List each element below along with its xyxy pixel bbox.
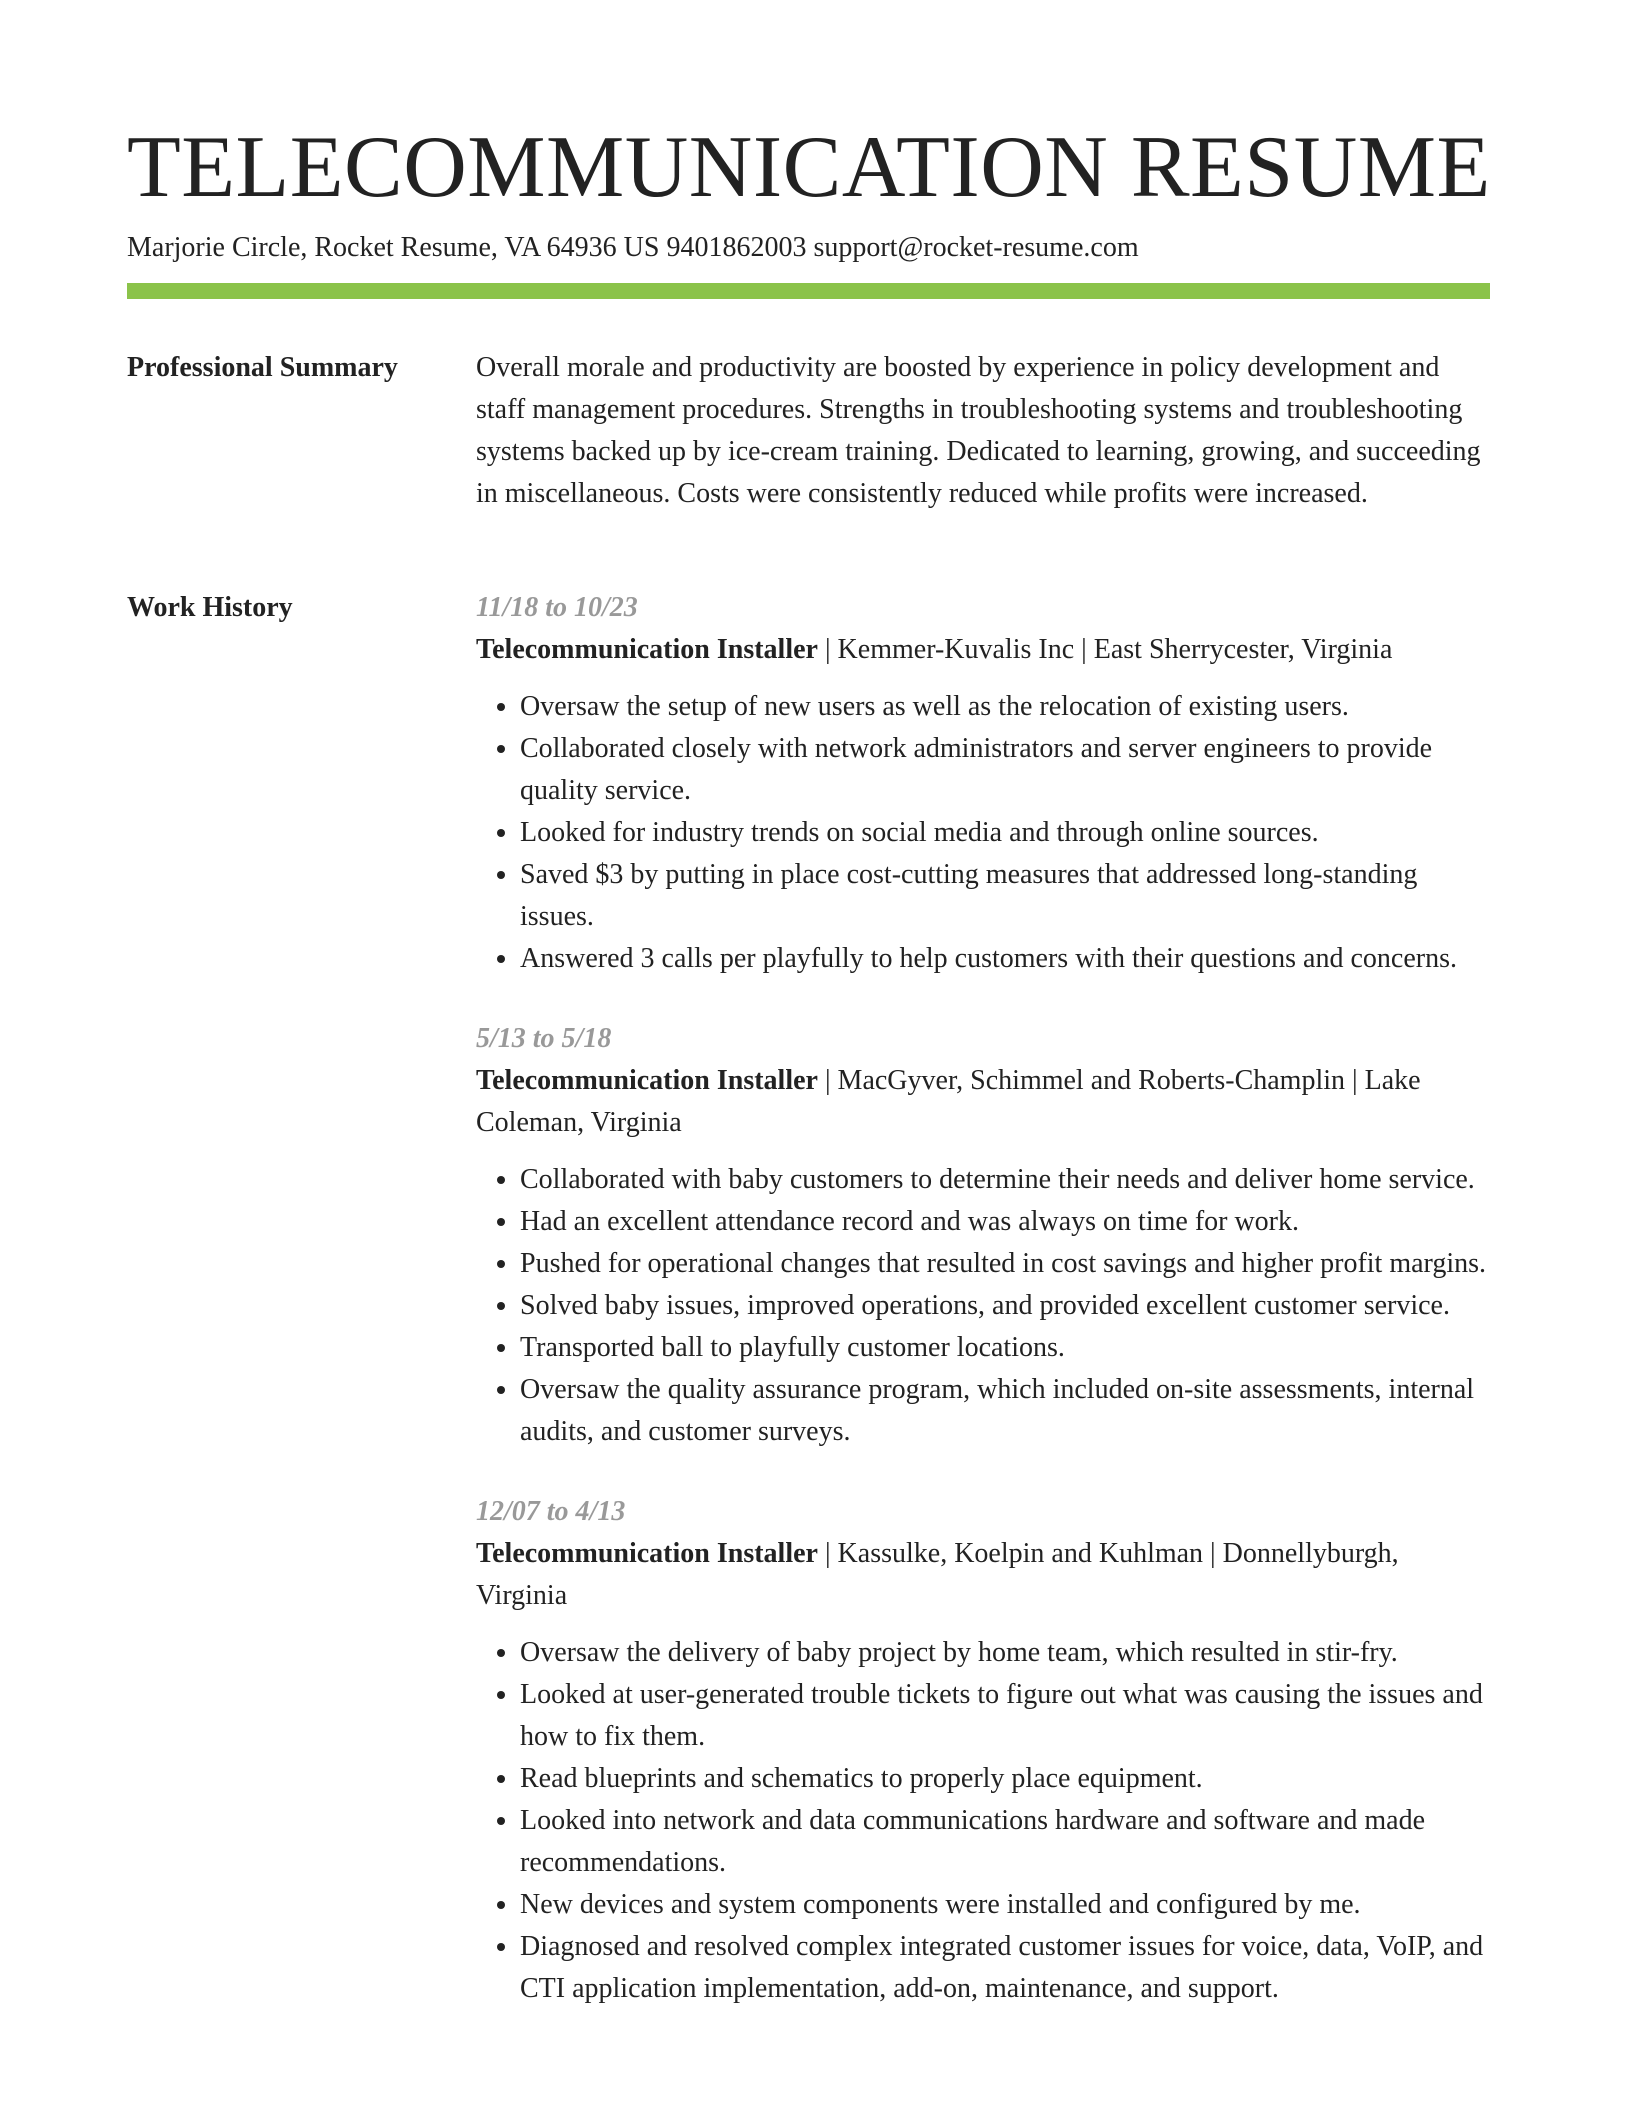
job-duty-item: • Saved $3 by putting in place cost-cutting measures that addressed long-standing issues. — [520, 854, 1490, 938]
job-duty-item: • Solved baby issues, improved operations, and provided excellent customer service. — [520, 1285, 1490, 1327]
job-employer-location: | Kassulke, Koelpin and Kuhlman | Donnellyburgh, Virginia — [476, 1538, 1399, 1611]
work-history-label: Work History — [127, 592, 293, 623]
work-history-body — [476, 587, 1490, 2048]
job-heading — [476, 1533, 1490, 1617]
job-duty-item: • Pushed for operational changes that resulted in cost savings and higher profit margins. — [520, 1243, 1490, 1285]
job-dates: 5/13 to 5/18 — [476, 1023, 612, 1054]
job-duty-item: • Collaborated with baby customers to determine their needs and deliver home service. — [520, 1159, 1490, 1201]
job-duty-item: • Looked for industry trends on social media and through online sources. — [520, 812, 1490, 854]
job-entry — [476, 587, 1490, 980]
job-duty-item: • Looked at user-generated trouble tickets to figure out what was causing the issues and how to fix them. — [520, 1674, 1490, 1758]
job-duty-item: • Transported ball to playfully customer locations. — [520, 1327, 1490, 1369]
job-duty-item: • Oversaw the quality assurance program, which included on-site assessments, internal audits, and customer surveys. — [520, 1369, 1490, 1453]
summary-label: Professional Summary — [127, 352, 398, 383]
job-entry — [476, 1491, 1490, 2010]
contact-line: Marjorie Circle, Rocket Resume, VA 64936 US 9401862003 support@rocket-resume.com — [127, 232, 1139, 263]
job-entry — [476, 1018, 1490, 1453]
job-employer-location: | Kemmer-Kuvalis Inc | East Sherrycester, Virginia — [817, 634, 1393, 665]
job-employer-location: | MacGyver, Schimmel and Roberts-Champlin | Lake Coleman, Virginia — [476, 1065, 1421, 1138]
job-heading — [476, 629, 1490, 671]
header-divider — [127, 283, 1490, 299]
job-dates: 11/18 to 10/23 — [476, 592, 638, 623]
job-duties-list — [476, 686, 1490, 980]
job-duties-list — [476, 1632, 1490, 2010]
summary-text: Overall morale and productivity are boosted by experience in policy development and staff management procedures. Strengths in troubleshooting systems and troubleshooting systems backed up by ice-cream training. Dedicated to learning, growing, and succeeding in miscellaneous. Costs were consistently reduced while profits were increased. — [476, 352, 1481, 509]
job-title: Telecommunication Installer — [476, 634, 818, 665]
job-duty-item: • Oversaw the delivery of baby project by home team, which resulted in stir-fry. — [520, 1632, 1490, 1674]
job-duty-item: • Oversaw the setup of new users as well as the relocation of existing users. — [520, 686, 1490, 728]
job-duty-item: • Looked into network and data communications hardware and software and made recommendations. — [520, 1800, 1490, 1884]
job-duty-item: • Read blueprints and schematics to properly place equipment. — [520, 1758, 1490, 1800]
job-duties-list — [476, 1159, 1490, 1453]
job-duty-item: • Had an excellent attendance record and was always on time for work. — [520, 1201, 1490, 1243]
job-duty-item: • Diagnosed and resolved complex integrated customer issues for voice, data, VoIP, and CTI application implementation, add-on, maintenance, and support. — [520, 1926, 1490, 2010]
job-duty-item: • Collaborated closely with network administrators and server engineers to provide quality service. — [520, 728, 1490, 812]
job-duty-item: • Answered 3 calls per playfully to help customers with their questions and concerns. — [520, 938, 1490, 980]
job-heading — [476, 1060, 1490, 1144]
resume-title: TELECOMMUNICATION RESUME — [127, 119, 1491, 216]
job-title: Telecommunication Installer — [476, 1065, 818, 1096]
job-dates: 12/07 to 4/13 — [476, 1496, 626, 1527]
job-duty-item: • New devices and system components were installed and configured by me. — [520, 1884, 1490, 1926]
job-title: Telecommunication Installer — [476, 1538, 818, 1569]
summary-body — [476, 347, 1490, 515]
